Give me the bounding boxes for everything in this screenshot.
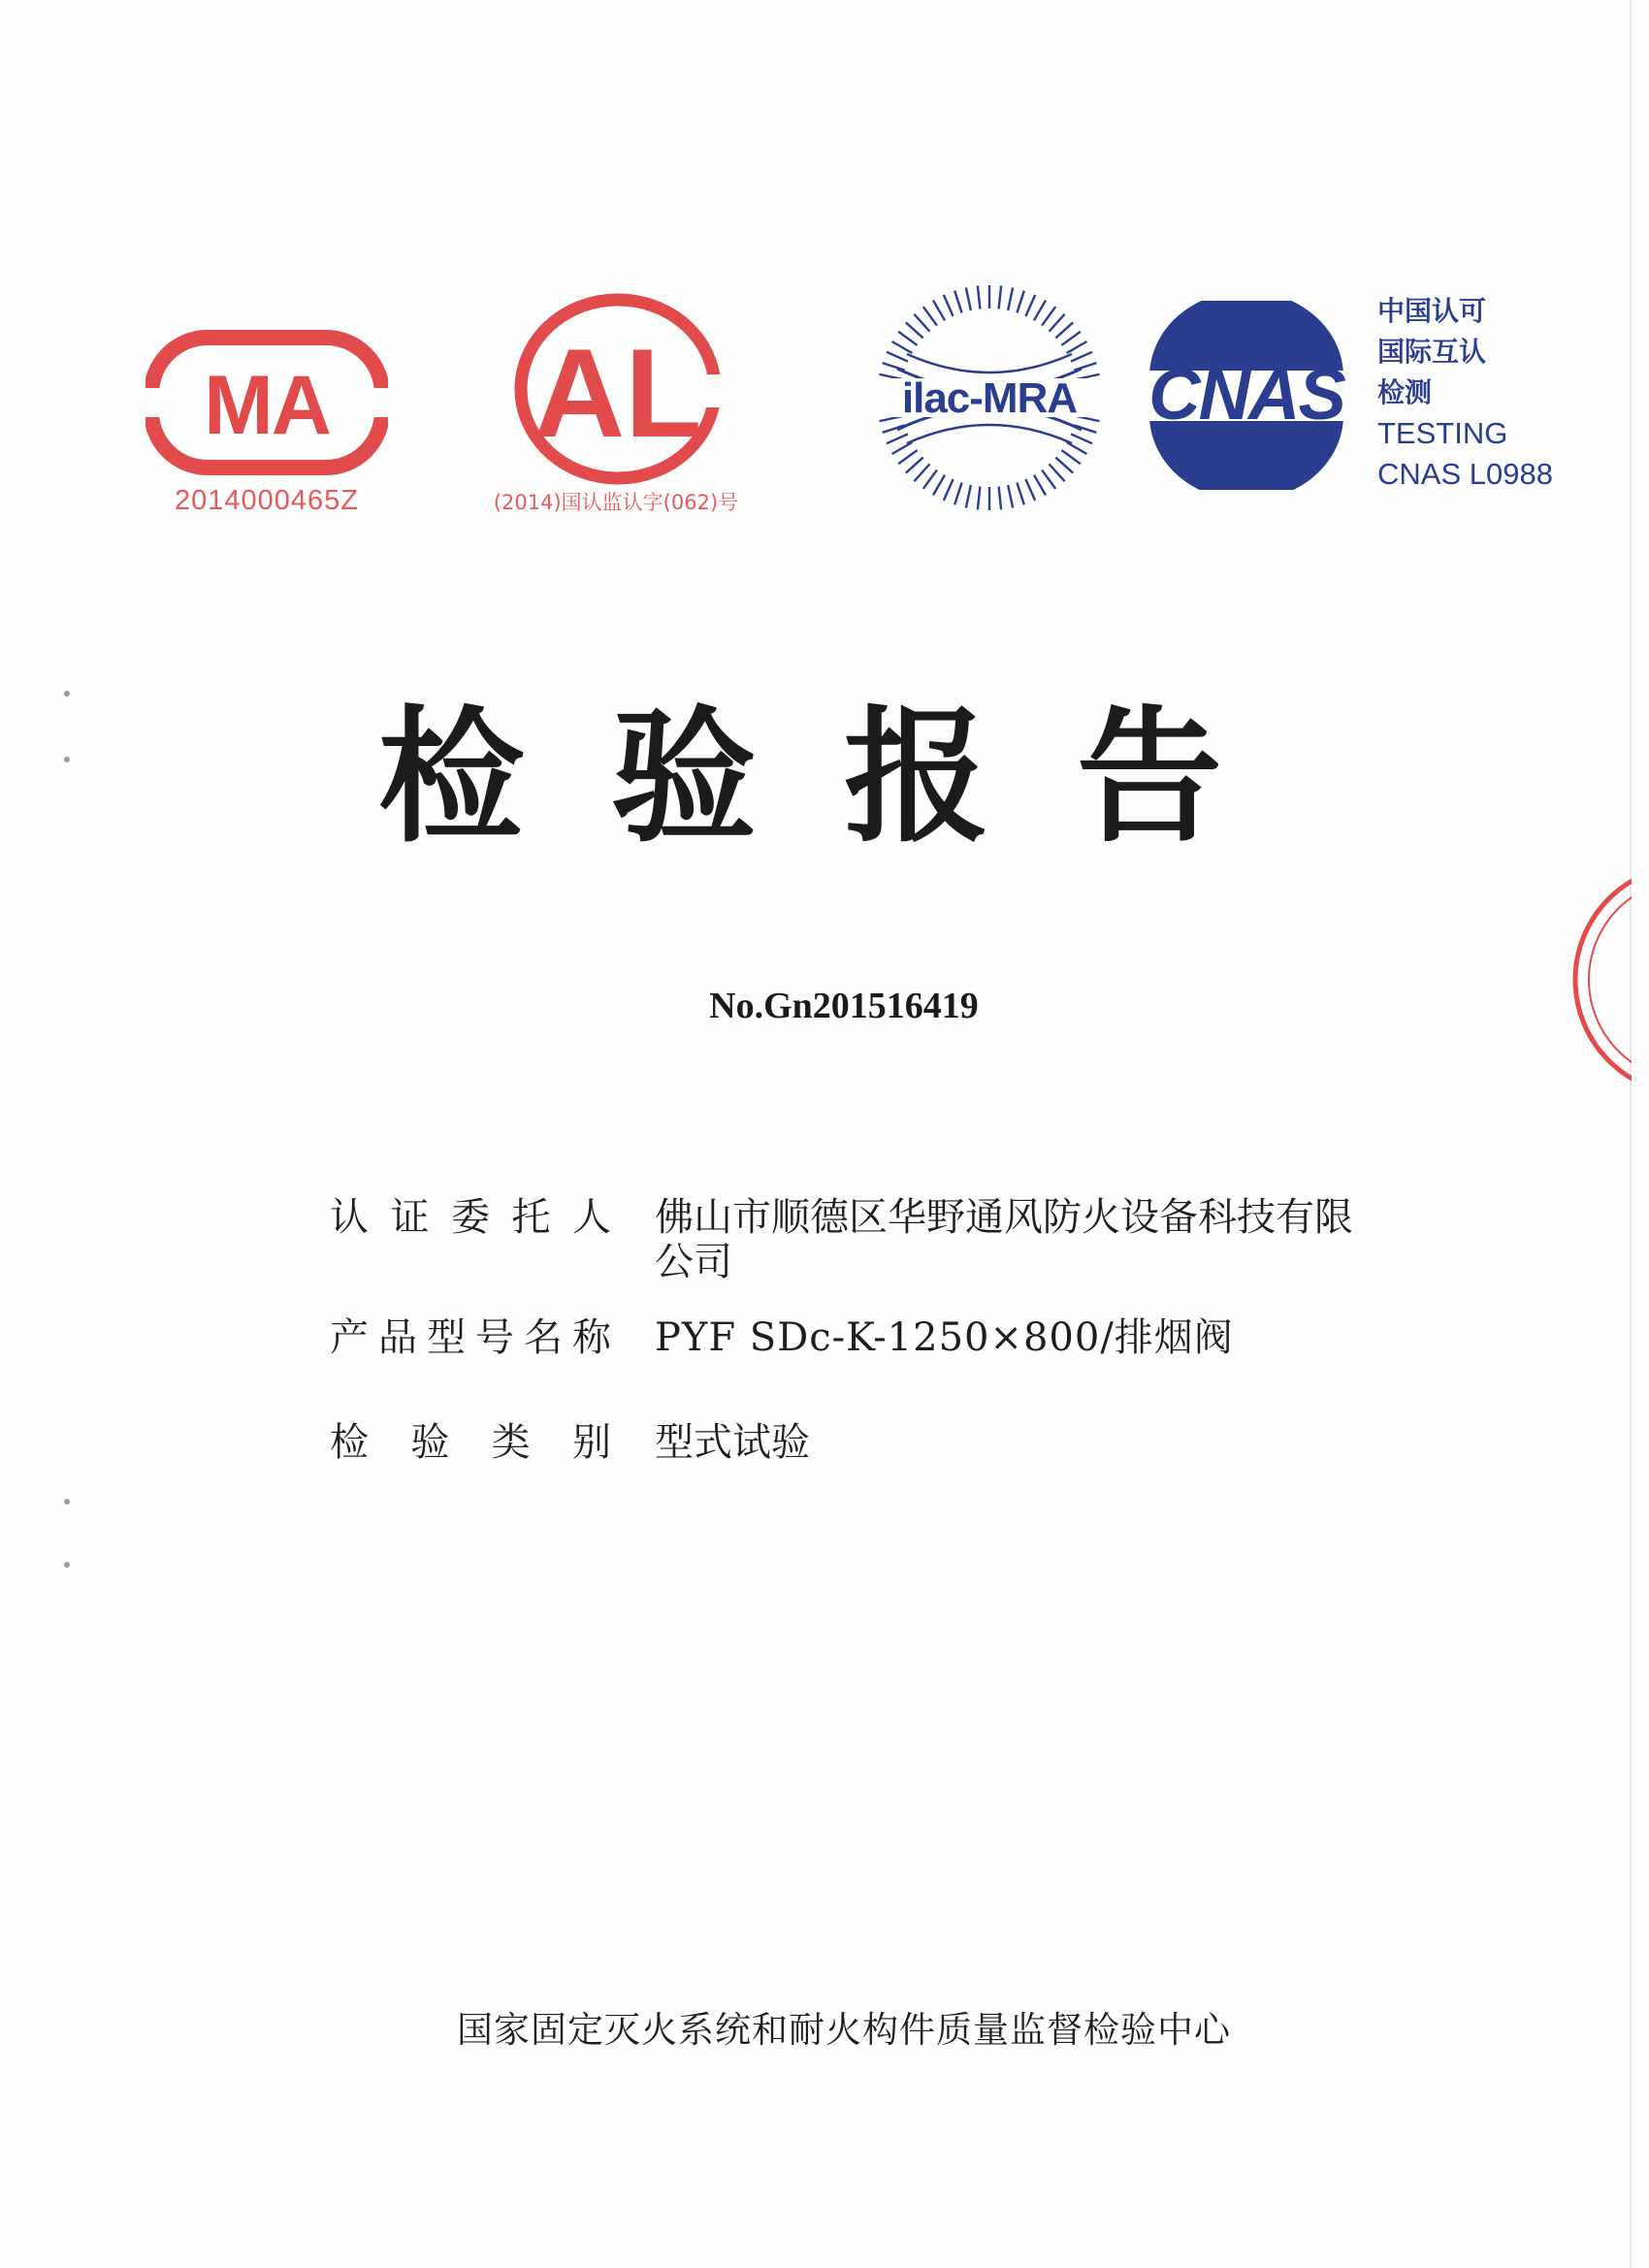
ilac-ray xyxy=(1061,332,1080,345)
ilac-ray xyxy=(1055,322,1073,338)
ilac-ray xyxy=(914,464,929,481)
ilac-ray xyxy=(887,434,908,443)
cma-code: 2014000465Z xyxy=(175,485,359,516)
ilac-ray xyxy=(914,314,929,332)
ilac-ray xyxy=(1071,352,1092,362)
report-title: 检验报告 xyxy=(377,694,1310,862)
binding-hole-mark xyxy=(64,691,70,697)
field-product-label: 产品型号名称 xyxy=(330,1315,611,1360)
ilac-ray xyxy=(923,307,937,325)
cnas-mark xyxy=(1120,301,1373,490)
ilac-ray xyxy=(1008,485,1013,507)
cal-mark xyxy=(509,289,728,488)
ilac-ray xyxy=(1050,314,1065,332)
ilac-ray xyxy=(892,442,913,454)
svg-text:AL: AL xyxy=(534,322,702,464)
cnas-line-2: 国际互认 xyxy=(1377,336,1487,368)
binding-hole-mark xyxy=(64,1499,70,1505)
ilac-ray xyxy=(999,286,1002,309)
field-client-label: 认证委托人 xyxy=(330,1195,611,1240)
ilac-ray xyxy=(906,458,923,473)
ilac-ray xyxy=(966,288,971,310)
issuing-organization: 国家固定灭火系统和耐火构件质量监督检验中心 xyxy=(457,2009,1231,2051)
ilac-ray xyxy=(906,322,923,338)
ilac-ray xyxy=(1050,464,1065,481)
ilac-mra-mark xyxy=(868,276,1111,519)
ilac-ray xyxy=(978,286,981,309)
ilac-ray xyxy=(944,479,954,501)
ilac-ray xyxy=(1067,442,1087,454)
cnas-testing: TESTING xyxy=(1377,416,1508,450)
ilac-ray xyxy=(1025,295,1035,316)
ilac-ray xyxy=(1025,479,1035,501)
ilac-ray xyxy=(1071,434,1092,443)
ilac-ray xyxy=(933,301,945,321)
ilac-ray xyxy=(1017,482,1023,504)
cal-code: (2014)国认监认字(062)号 xyxy=(493,491,739,514)
ilac-ray xyxy=(999,486,1002,509)
svg-text:MA: MA xyxy=(204,359,330,452)
cnas-accreditation-text xyxy=(1377,291,1600,495)
field-test-type-label: 检验类别 xyxy=(330,1420,611,1465)
ilac-ray xyxy=(898,450,917,464)
ilac-ray xyxy=(1042,470,1055,488)
cma-mark xyxy=(146,330,388,475)
field-test-type-value: 型式试验 xyxy=(655,1420,810,1465)
ilac-ray xyxy=(887,352,908,362)
cnas-line-3: 检测 xyxy=(1377,376,1433,408)
ilac-ray xyxy=(954,482,961,504)
ilac-ray xyxy=(966,485,971,507)
ilac-ray xyxy=(1034,301,1046,321)
field-client-value: 佛山市顺德区华野通风防火设备科技有限公司 xyxy=(655,1195,1353,1284)
ilac-ray xyxy=(1042,307,1055,325)
page-edge xyxy=(1630,0,1632,2268)
ilac-ray xyxy=(892,341,913,353)
binding-hole-mark xyxy=(64,1562,70,1568)
ilac-ray xyxy=(1067,341,1087,353)
ilac-ray xyxy=(944,295,954,316)
ilac-ray xyxy=(954,291,961,313)
binding-hole-mark xyxy=(64,757,70,762)
ilac-ray xyxy=(1055,458,1073,473)
ilac-ray xyxy=(978,486,981,509)
report-number: No.Gn201516419 xyxy=(709,986,979,1026)
ilac-ray xyxy=(1017,291,1023,313)
ilac-ray xyxy=(898,332,917,345)
ilac-ray xyxy=(933,475,945,496)
ilac-ray xyxy=(1008,288,1013,310)
ilac-ray xyxy=(1061,450,1080,464)
cnas-reg-no: CNAS L0988 xyxy=(1377,457,1553,491)
cnas-line-1: 中国认可 xyxy=(1377,295,1487,327)
svg-text:CNAS: CNAS xyxy=(1148,354,1344,435)
svg-text:ilac-MRA: ilac-MRA xyxy=(901,374,1078,422)
ilac-ray xyxy=(923,470,937,488)
red-seal-fragment xyxy=(1564,859,1632,1101)
ilac-ray xyxy=(1034,475,1046,496)
field-product-value: PYF SDc-K-1250×800/排烟阀 xyxy=(655,1315,1234,1360)
